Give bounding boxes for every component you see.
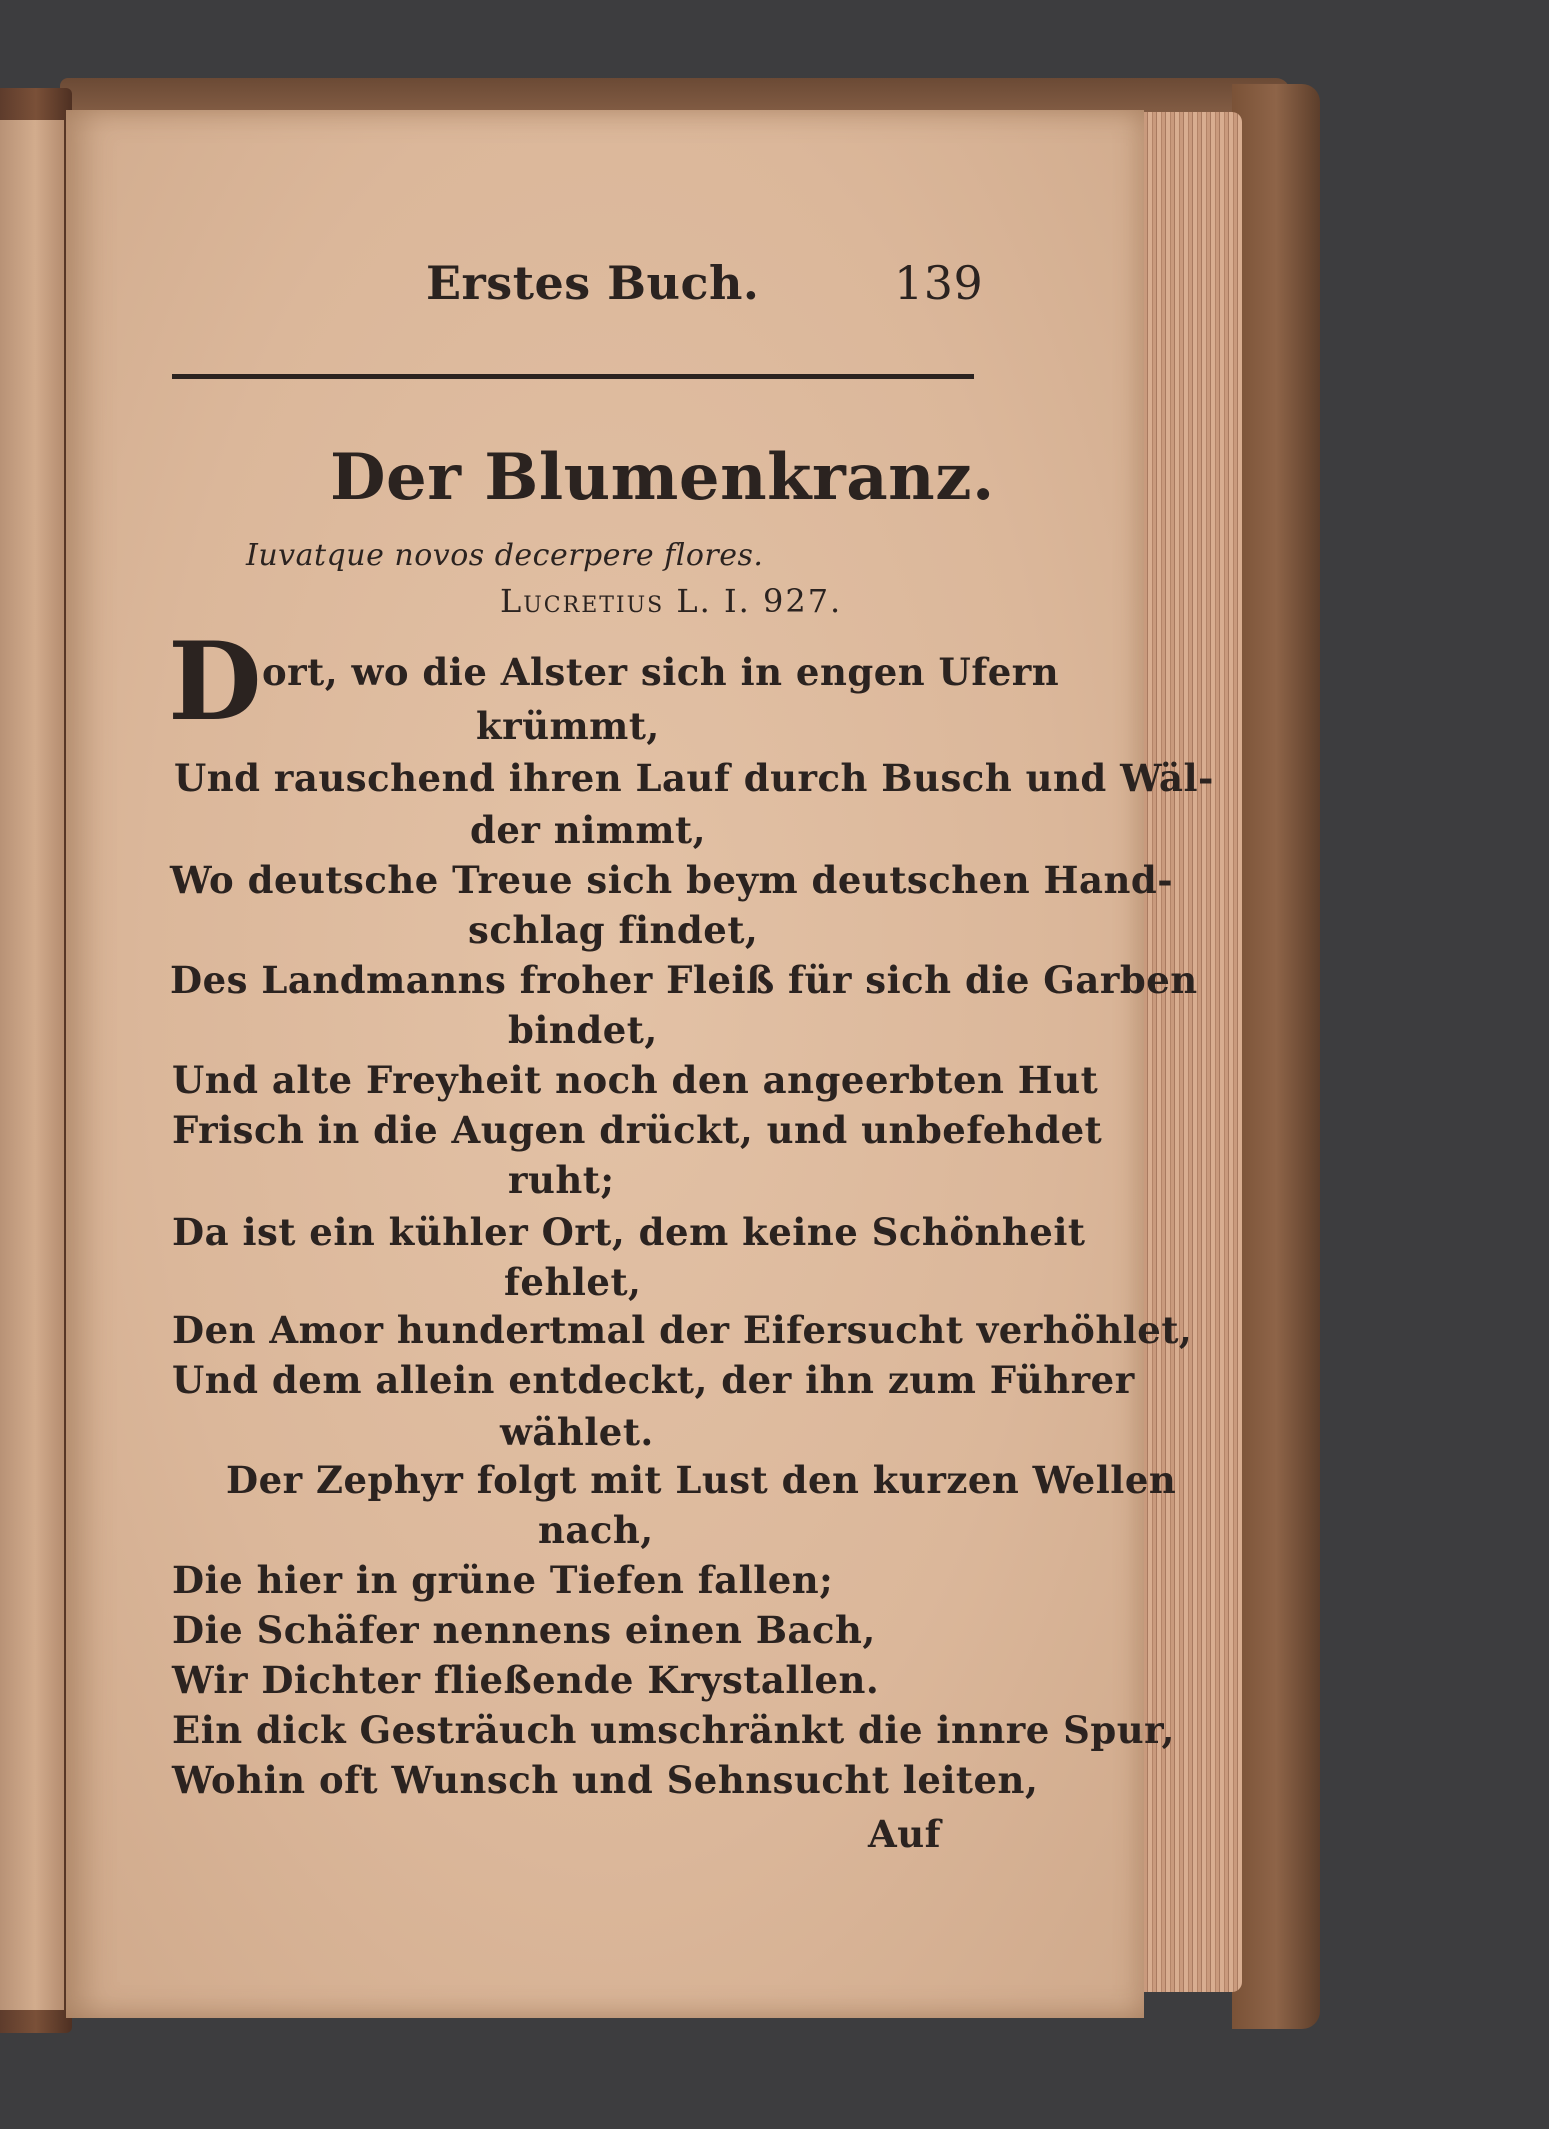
epigraph-attribution: Lucretius L. I. 927.	[500, 582, 843, 620]
verse-line: fehlet,	[504, 1260, 642, 1304]
verse-line: Da ist ein kühler Ort, dem keine Schönheit	[172, 1210, 1086, 1254]
verse-line: schlag findet,	[468, 908, 759, 952]
verse-line: nach,	[538, 1508, 654, 1552]
epigraph: Iuvatque novos decerpere flores.	[246, 538, 764, 573]
verse-line: Und rauschend ihren Lauf durch Busch und Wäl-	[174, 756, 1214, 800]
verse-line: Die Schäfer nennens einen Bach,	[172, 1608, 876, 1652]
verse-line: Des Landmanns froher Fleiß für sich die Garben	[170, 958, 1198, 1002]
left-page-edge	[0, 120, 64, 2010]
verse-line: Und dem allein entdeckt, der ihn zum Führer	[172, 1358, 1135, 1402]
verse-line: ruht;	[508, 1158, 615, 1202]
verse-line: krümmt,	[476, 704, 660, 748]
running-title: Erstes Buch.	[426, 256, 760, 310]
drop-cap: D	[168, 619, 262, 745]
verse-line: bindet,	[508, 1008, 658, 1052]
verse-line: Wir Dichter fließende Krystallen.	[172, 1658, 880, 1702]
header-rule	[172, 374, 974, 379]
verse-line: Wo deutsche Treue sich beym deutschen Hand-	[170, 858, 1174, 902]
verse-line: Der Zephyr folgt mit Lust den kurzen Wellen	[226, 1458, 1177, 1502]
page-number: 139	[894, 256, 984, 310]
verse-line: Die hier in grüne Tiefen fallen;	[172, 1558, 834, 1602]
verse-line: ort, wo die Alster sich in engen Ufern	[262, 650, 1060, 694]
verse-line: Den Amor hundertmal der Eifersucht verhöhlet,	[172, 1308, 1193, 1352]
verse-line: Wohin oft Wunsch und Sehnsucht leiten,	[172, 1758, 1039, 1802]
verse-line: wählet.	[500, 1410, 654, 1454]
verse-line: der nimmt,	[470, 808, 707, 852]
verse-line: Ein dick Gesträuch umschränkt die innre Spur,	[172, 1708, 1175, 1752]
catchword: Auf	[868, 1812, 942, 1856]
verse-line: Und alte Freyheit noch den angeerbten Hut	[172, 1058, 1099, 1102]
poem-title: Der Blumenkranz.	[330, 440, 995, 515]
verse-line: Frisch in die Augen drückt, und unbefehdet	[172, 1108, 1103, 1152]
book-right-cover	[1232, 84, 1320, 2029]
